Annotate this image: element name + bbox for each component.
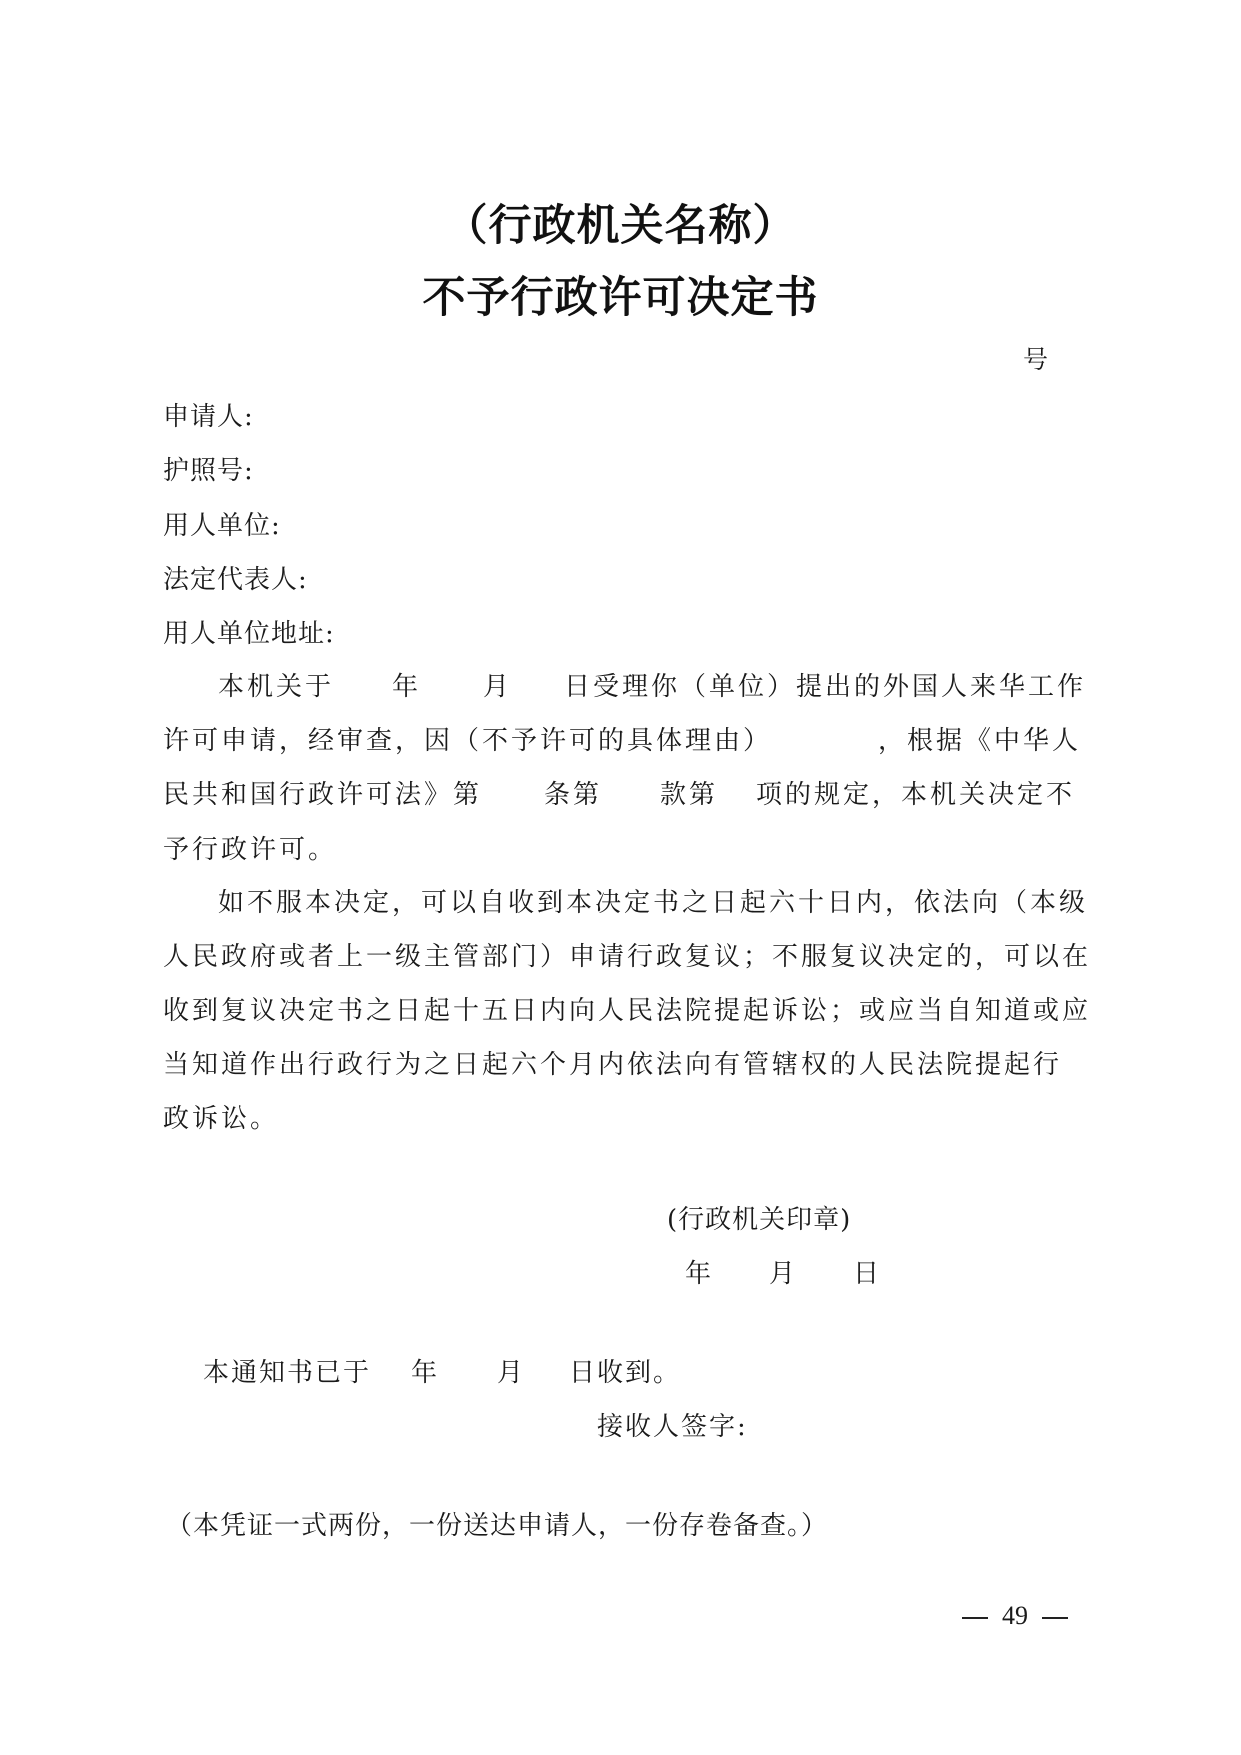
text-segment: 日受理你（单位）提出的外国人来华工作 [564, 672, 1087, 702]
year-label: 年 [685, 1259, 712, 1289]
article-label: 条第 [544, 780, 603, 810]
decision-paragraph-line-4: 予行政许可。 [163, 835, 338, 865]
dash-left [962, 1617, 988, 1619]
text-segment: 许可申请，经审查，因（不予许可的具体理由） [163, 726, 773, 756]
receipt-statement [203, 1352, 681, 1389]
recipient-signature-label: 接收人签字: [597, 1412, 748, 1442]
appeal-paragraph-line-2: 人民政府或者上一级主管部门）申请行政复议；不服复议决定的，可以在 [163, 942, 1092, 972]
document-number-label: 号 [1023, 345, 1049, 374]
document-title: 不予行政许可决定书 [422, 273, 819, 323]
month-label: 月 [769, 1259, 796, 1289]
decision-paragraph-line-1 [218, 666, 1086, 703]
text-segment: 本机关于 [218, 672, 335, 702]
appeal-paragraph-line-1: 如不服本决定，可以自收到本决定书之日起六十日内，依法向（本级 [218, 888, 1089, 918]
month-label: 月 [483, 672, 513, 702]
year-label: 年 [411, 1358, 440, 1388]
agency-seal-label: (行政机关印章) [667, 1205, 852, 1235]
employer-field-label: 用人单位: [163, 511, 281, 541]
footer-note: （本凭证一式两份，一份送达申请人，一份存卷备查。） [166, 1511, 829, 1541]
appeal-paragraph-line-3: 收到复议决定书之日起十五日内向人民法院提起诉讼；或应当自知道或应 [163, 996, 1092, 1026]
text-segment: 本通知书已于 [203, 1358, 372, 1388]
day-label: 日 [853, 1259, 880, 1289]
year-label: 年 [392, 672, 422, 702]
legal-representative-field-label: 法定代表人: [163, 565, 308, 595]
dash-right [1042, 1617, 1068, 1619]
text-segment: 项的规定，本机关决定不 [756, 780, 1076, 810]
agency-name-title: （行政机关名称） [444, 201, 797, 251]
clause-label: 款第 [660, 780, 719, 810]
decision-paragraph-line-3 [163, 774, 1075, 811]
text-segment: 日收到。 [569, 1358, 682, 1388]
appeal-paragraph-line-4: 当知道作出行政行为之日起六个月内依法向有管辖权的人民法院提起行 [163, 1050, 1063, 1080]
signature-date [685, 1253, 879, 1290]
appeal-paragraph-line-5: 政诉讼。 [163, 1104, 280, 1134]
page-number-value: 49 [1002, 1601, 1028, 1630]
applicant-field-label: 申请人: [163, 402, 254, 432]
passport-field-label: 护照号: [163, 456, 254, 486]
employer-address-field-label: 用人单位地址: [163, 619, 335, 649]
page-number [962, 1601, 1068, 1631]
month-label: 月 [497, 1358, 526, 1388]
text-segment: 民共和国行政许可法》第 [163, 780, 483, 810]
decision-paragraph-line-2 [163, 720, 1081, 757]
text-segment: ，根据《中华人 [878, 726, 1082, 756]
